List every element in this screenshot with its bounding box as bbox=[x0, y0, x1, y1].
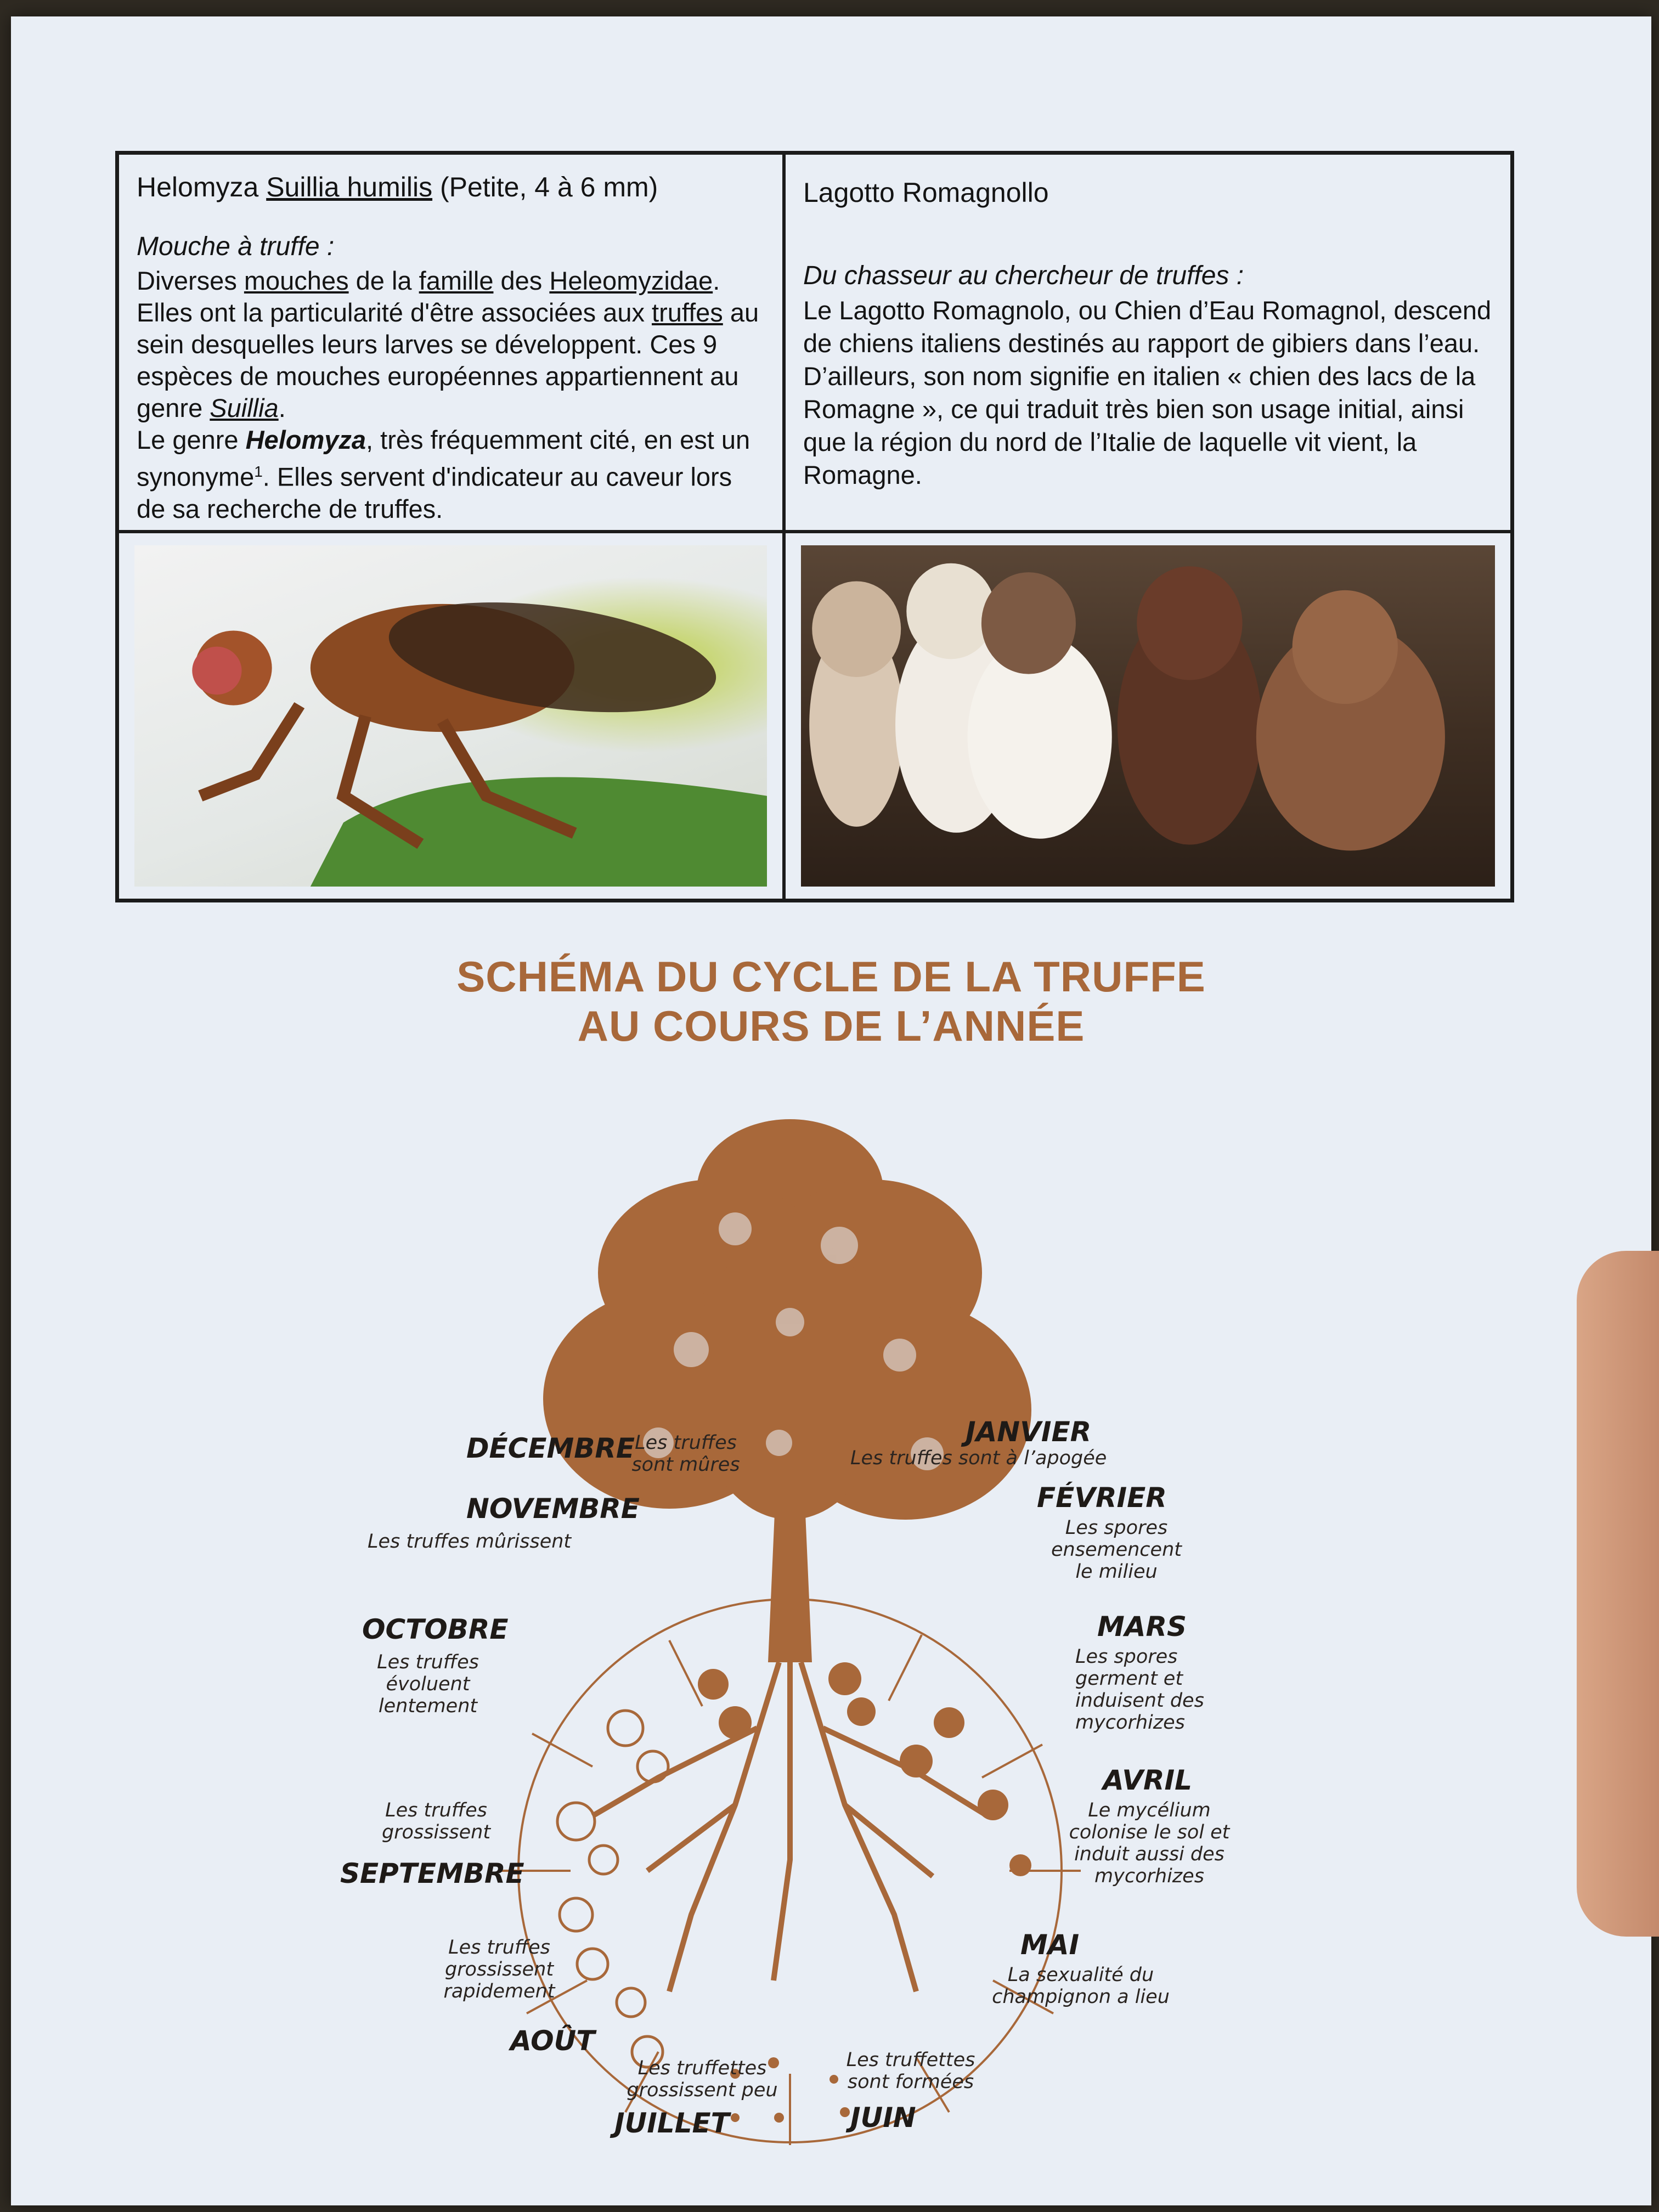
month-fevrier: FÉVRIER bbox=[1037, 1482, 1167, 1514]
note-fevrier: Les spores ensemencent le milieu bbox=[1051, 1517, 1182, 1583]
fly-text: de la bbox=[348, 266, 419, 295]
genus-helomyza: Helomyza bbox=[245, 425, 366, 454]
dogs-photo-cell bbox=[784, 532, 1512, 900]
hand-thumb bbox=[1577, 1251, 1659, 1937]
schema-title bbox=[11, 952, 1651, 1051]
fly-text: Diverses bbox=[137, 266, 244, 295]
link-heleomyzidae[interactable]: Heleomyzidae bbox=[549, 266, 713, 295]
fly-text: . Elles ont la particularité d'être associées aux bbox=[137, 266, 720, 327]
note-janvier: Les truffes sont à l’apogée bbox=[850, 1447, 1107, 1469]
note-juin: Les truffettes sont formées bbox=[846, 2049, 975, 2093]
tree-roots bbox=[592, 1662, 988, 1991]
fly-photo-cell bbox=[117, 532, 784, 900]
dog-subtitle: Du chasseur au chercheur de truffes : bbox=[803, 261, 1244, 290]
dog-body: Le Lagotto Romagnolo, ou Chien d’Eau Romagnol, descend de chiens italiens destinés au rapport de gibiers dans l’eau. D’ailleurs, son nom signifie en italien « chien des lacs de la Romagne », ce qui traduit très bien son usage initial, ainsi que la région du nord de l’Italie de laquelle vit vient, la Romagne. bbox=[803, 296, 1492, 489]
note-octobre: Les truffes évoluent lentement bbox=[377, 1651, 479, 1717]
month-mai: MAI bbox=[1020, 1929, 1080, 1961]
fly-text: au sein desquelles leurs larves se développent. Ces 9 espèces de mouches européennes appartiennent au genre bbox=[137, 298, 759, 422]
note-decembre: Les truffes sont mûres bbox=[631, 1432, 740, 1476]
printed-sheet bbox=[11, 16, 1651, 2205]
month-juillet: JUILLET bbox=[614, 2107, 730, 2139]
link-suillia[interactable]: Suillia bbox=[210, 393, 279, 422]
footnote-marker: 1 bbox=[254, 463, 263, 480]
link-famille[interactable]: famille bbox=[419, 266, 494, 295]
truffle-fly-photo bbox=[134, 545, 767, 887]
dog-heading: Lagotto Romagnollo bbox=[803, 177, 1049, 208]
note-novembre: Les truffes mûrissent bbox=[368, 1531, 572, 1553]
lagotto-dogs-photo bbox=[801, 545, 1495, 887]
label-janvier bbox=[966, 1415, 1091, 1448]
fly-text: . Elles servent d'indicateur au caveur lors de sa recherche de truffes. bbox=[137, 462, 732, 523]
label-decembre bbox=[466, 1432, 635, 1465]
fly-illustration bbox=[134, 545, 767, 887]
note-aout: Les truffes grossissent rapidement bbox=[443, 1937, 555, 2002]
fly-subtitle: Mouche à truffe : bbox=[137, 232, 335, 261]
fly-body bbox=[137, 265, 765, 525]
month-decembre: DÉCEMBRE bbox=[466, 1432, 635, 1464]
fly-text: , très fréquemment cité, en est un synonyme bbox=[137, 425, 751, 492]
month-juin: JUIN bbox=[850, 2102, 916, 2134]
month-octobre: OCTOBRE bbox=[362, 1613, 509, 1645]
month-mars: MARS bbox=[1097, 1611, 1187, 1643]
note-juillet: Les truffettes grossissent peu bbox=[627, 2057, 778, 2101]
label-mars bbox=[1097, 1610, 1187, 1643]
label-juillet bbox=[614, 2107, 730, 2140]
dog-description-cell bbox=[784, 153, 1512, 532]
label-juin bbox=[850, 2101, 916, 2134]
month-septembre: SEPTEMBRE bbox=[340, 1858, 524, 1889]
fly-heading-size: (Petite, 4 à 6 mm) bbox=[432, 172, 658, 202]
fly-heading-genus: Helomyza bbox=[137, 172, 267, 202]
fly-text: . bbox=[278, 393, 286, 422]
month-aout: AOÛT bbox=[510, 2025, 595, 2057]
fly-heading-species-link[interactable]: Suillia humilis bbox=[266, 172, 433, 202]
month-janvier: JANVIER bbox=[966, 1416, 1092, 1448]
schema-title-line1: SCHÉMA DU CYCLE DE LA TRUFFE bbox=[456, 952, 1206, 1001]
month-novembre: NOVEMBRE bbox=[466, 1493, 640, 1525]
note-avril: Le mycélium colonise le sol et induit aussi des mycorhizes bbox=[1069, 1799, 1230, 1887]
label-mai bbox=[1020, 1928, 1079, 1961]
link-truffes[interactable]: truffes bbox=[652, 298, 723, 327]
fly-text: des bbox=[493, 266, 550, 295]
dogs-illustration bbox=[801, 545, 1495, 887]
label-septembre bbox=[340, 1857, 524, 1890]
label-fevrier bbox=[1037, 1481, 1167, 1514]
note-mars: Les spores germent et induisent des mycorhizes bbox=[1075, 1646, 1204, 1734]
schema-title-line2: AU COURS DE L’ANNÉE bbox=[577, 1002, 1085, 1050]
fly-heading bbox=[137, 171, 765, 203]
note-septembre: Les truffes grossissent bbox=[381, 1799, 491, 1843]
label-avril bbox=[1103, 1764, 1192, 1797]
link-mouches[interactable]: mouches bbox=[244, 266, 349, 295]
info-table bbox=[115, 151, 1514, 902]
month-avril: AVRIL bbox=[1103, 1764, 1192, 1796]
label-octobre bbox=[362, 1613, 509, 1646]
fly-description-cell bbox=[117, 153, 784, 532]
fly-text: Le genre bbox=[137, 425, 246, 454]
truffle-cycle-diagram bbox=[318, 1092, 1361, 2162]
label-aout bbox=[510, 2024, 595, 2057]
note-mai: La sexualité du champignon a lieu bbox=[992, 1964, 1170, 2008]
label-novembre bbox=[466, 1492, 640, 1525]
young-truffles bbox=[557, 1711, 668, 2067]
